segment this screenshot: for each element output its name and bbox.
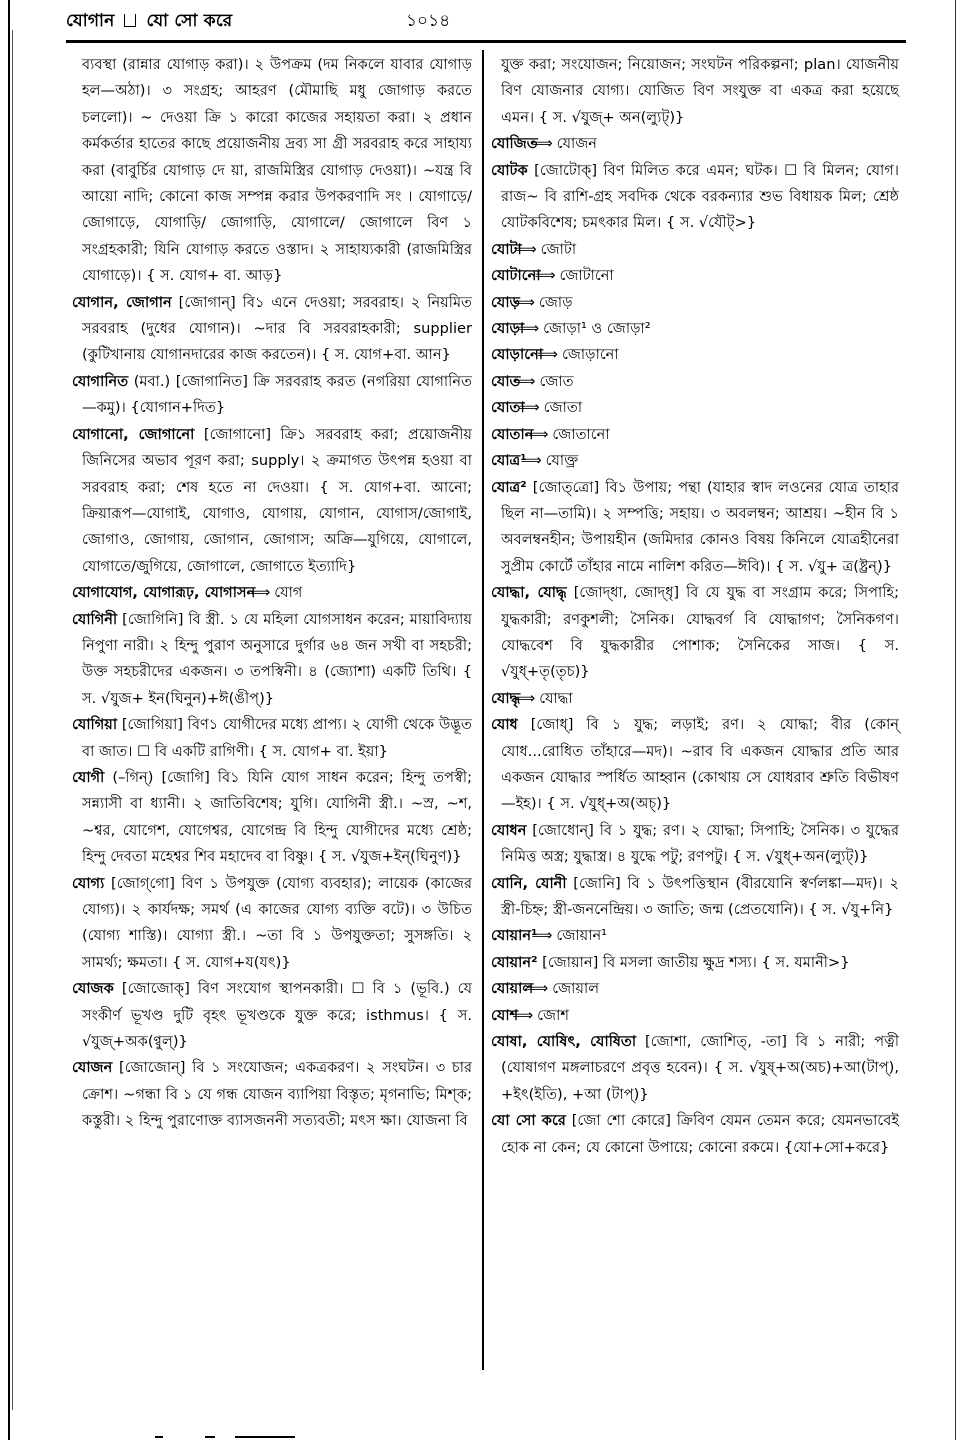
headword: যোধ	[491, 716, 518, 734]
double-arrow-icon: ⟹	[520, 452, 542, 470]
reference-target: যোগ	[274, 584, 303, 602]
headword: যোজক	[72, 980, 114, 998]
headword: যোটানো	[491, 267, 541, 285]
scan-footer-marks	[155, 1436, 355, 1440]
headword: যোধন	[491, 821, 527, 839]
entry-definition: [জোধোন্] বি ১ যুদ্ধ; রণ। ২ যোদ্ধা; সিপাহি; সৈনিক। ৩ যুদ্ধের নিমিত্ত অস্ত্র; যুদ্ধাস্ত্র। ৪ যুদ্ধে পটু; রণপটু। { স. √যুধ্+অন(ল্যুট্)}	[501, 821, 900, 866]
entry-definition: ব্যবস্থা (রান্নার যোগাড় করা)। ২ উপক্রম (দম নিকলে যাবার যোগাড় হল—অঠা)। ৩ সংগ্রহ; আহরণ (মৌমাছি মধু জোগাড় করতে চললো)। ~ দেওয়া ক্রি ১ কারো কাজের সহায়তা করা। ২ প্রধান কর্মকর্তার হাতের কাছে প্রয়োজনীয় দ্রব্য সা গ্রী সরবরাহ করে সাহায্য করা (বাবুর্চির যোগাড় দে য়া, রাজমিস্ত্রির যোগাড় দেওয়া)। ~যন্ত্র বি আয়ো নাদি; কোনো কাজ সম্পন্ন করার উপকরণাদি সং । যোগাড়ে/জোগাড়ে, যোগাড়ি/ জোগাড়ি, যোগালে/ জোগালে বিণ ১ সংগ্রহকারী; যিনি যোগাড় করতে ওস্তাদ। ২ সাহায্যকারী (রাজমিস্ত্রির যোগাড়ে)। { স. যোগ+ বা. আড়}	[82, 56, 472, 285]
headword: যোত্র²	[491, 478, 527, 496]
entry-definition: [জোগানো] ক্রি১ সরবরাহ করা; প্রয়োজনীয় জিনিসের অভাব পূরণ করা; supply। ২ ক্রমাগত উৎপন্ন হওয়া বা সরবরাহ করা; শেষ হতে না দেওয়া। { স. যোগ+বা. আনো; ক্রিয়ারূপ—যোগাই, যোগাও, যোগায়, যোগান, যোগাস/জোগাই, জোগাও, জোগায়, জোগান, জোগাস; অক্রি—যুগিয়ে, যোগালে, যোগাতে/জুগিয়ে, জোগালে, জোগাতে ইত্যাদি}	[82, 425, 472, 575]
headword: যোটা	[491, 240, 522, 258]
separator-box-icon	[124, 14, 136, 27]
cross-reference-entry	[491, 369, 899, 395]
reference-target: যোদ্ধা	[539, 689, 573, 707]
cross-reference-entry	[491, 686, 899, 712]
column-divider	[482, 50, 484, 1370]
headword: যোজন	[72, 1059, 113, 1077]
cross-reference-entry	[491, 395, 899, 421]
dictionary-entry	[491, 1108, 899, 1161]
headword: যোটক	[491, 161, 528, 179]
dictionary-entry	[491, 475, 899, 581]
dictionary-entry	[72, 871, 472, 977]
left-column	[72, 52, 472, 1135]
headword: যোড়া	[491, 320, 525, 338]
headword: যোত	[491, 372, 521, 390]
headword: যোদ্ধা, যোদ্ধৃ	[491, 584, 567, 602]
page-header	[66, 8, 906, 42]
reference-target: জোতা	[543, 399, 583, 417]
headword: যোতা	[491, 399, 525, 417]
dictionary-entry	[72, 976, 472, 1055]
double-arrow-icon: ⟹	[514, 689, 536, 707]
double-arrow-icon: ⟹	[513, 293, 535, 311]
reference-target: জোত	[539, 372, 574, 390]
headword: যোগানো, জোগানো	[72, 425, 195, 443]
entry-definition: [জোনি] বি ১ উৎপত্তিস্থান (বীরযোনি স্বর্ণলঙ্কা—মদ)। ২ স্ত্রী-চিহ্ন; স্ত্রী-জননেন্দ্রিয়। ৩ জাতি; জন্ম (প্রেতযোনি)। { স. √যু+নি}	[501, 874, 899, 918]
dictionary-entry	[491, 580, 899, 686]
reference-target: জোড়	[538, 293, 573, 311]
headword: যোয়ান¹	[491, 927, 538, 945]
entry-definition: [জোজোক্] বিণ সংযোগ স্থাপনকারী। ☐ বি ১ (ভূবি.) যে সংকীর্ণ ভূখণ্ড দুটি বৃহৎ ভূখণ্ডকে যুক্ত করে; isthmus। { স. √যুজ্+অক(ণ্বুল্)}	[82, 980, 473, 1051]
cross-reference-entry	[491, 448, 899, 474]
double-arrow-icon: ⟹	[527, 980, 549, 998]
entry-definition: [জো শো কোরে] ক্রিবিণ যেমন তেমন করে; যেমনভাবেই হোক না কেন; যে কোনো উপায়ে; কোনো রকমে। {যো+সো+করে}	[501, 1112, 899, 1156]
reference-target: জোটানো	[559, 267, 614, 285]
entry-continuation	[72, 52, 472, 290]
double-arrow-icon: ⟹	[512, 1006, 534, 1024]
double-arrow-icon: ⟹	[518, 399, 540, 417]
cross-reference-entry	[491, 422, 899, 448]
entry-definition: [জোত্‌ত্রো] বি১ উপায়; পন্থা (যাহার স্বাদ লওনের যোত্র তাহার ছিল না—তামি)। ২ সম্পত্তি; সহায়। ৩ অবলম্বন; আশ্রয়। ~হীন বি ১ অবলম্বনহীন; উপায়হীন (জমিদার কোনও বিষয় কিনিলে যোত্রহীনেরা সুপ্রীম কোর্টে তাঁহার নামে নালিশ করিত—ঈবি)। { স. √যু+ ত্র(ষ্ট্রন্)}	[501, 478, 899, 575]
reference-target: জোশ	[537, 1006, 569, 1024]
double-arrow-icon: ⟹	[249, 584, 271, 602]
reference-target: জোড়ানো	[561, 346, 619, 364]
dictionary-entry	[491, 1029, 899, 1108]
headword: যোগিনী	[72, 610, 118, 628]
right-column	[491, 52, 899, 1161]
entry-definition: [জোগিনি] বি স্ত্রী. ১ যে মহিলা যোগসাধন করেন; মায়াবিদ্যায় নিপুণা নারী। ২ হিন্দু পুরাণ অনুসারে দুর্গার ৬৪ জন সখী বা সহচরী; উক্ত সহচরীদের একজন। ৩ তপস্বিনী। ৪ (জ্যোশা) একটি তিথি। { স. √যুজ+ ইন(ঘিনুন)+ঈ(ঙীপ্)}	[82, 610, 472, 707]
cross-reference-entry	[72, 580, 472, 606]
dictionary-entry	[72, 422, 472, 580]
reference-target: জোড়া¹ ও জোড়া²	[543, 320, 651, 338]
dictionary-entry	[72, 290, 472, 369]
headword: যোদ্ধৃ	[491, 689, 521, 707]
headword: যোয়ান²	[491, 953, 538, 971]
double-arrow-icon: ⟹	[534, 267, 556, 285]
dictionary-entry	[491, 950, 899, 976]
guide-word-last: যো সো করে	[146, 11, 233, 31]
double-arrow-icon: ⟹	[518, 320, 540, 338]
dictionary-entry	[491, 871, 899, 924]
cross-reference-entry	[491, 923, 899, 949]
scan-edge-line	[8, 0, 10, 1440]
cross-reference-entry	[491, 263, 899, 289]
entry-definition: [জোয়ান] বি মসলা জাতীয় ক্ষুদ্র শস্য। { স. যমানী>}	[542, 953, 850, 971]
dictionary-entry	[491, 712, 899, 818]
headword: যোনি, যোনী	[491, 874, 567, 892]
reference-target: যোক্ত্র	[545, 452, 579, 470]
double-arrow-icon: ⟹	[514, 372, 536, 390]
headword: যোগাযোগ, যোগারূঢ়, যোগাসন	[72, 584, 256, 602]
cross-reference-entry	[491, 342, 899, 368]
headword: যোগানিত	[72, 372, 129, 390]
cross-reference-entry	[491, 1003, 899, 1029]
headword: যোগ্য	[72, 874, 105, 892]
headword: যোড়ানো	[491, 346, 544, 364]
scan-edge-line	[955, 0, 956, 1440]
scan-edge-line	[12, 30, 13, 1410]
headword: যোত্র¹	[491, 452, 527, 470]
entry-definition: (–গিন্) [জোগি] বি১ যিনি যোগ সাধন করেন; হিন্দু তপস্বী; সন্ন্যাসী বা ধ্যানী। ২ জাতিবিশেষ; যুগি। যোগিনী স্ত্রী.। ~স্র, ~শ, ~শ্বর, যোগেশ, যোগেশ্বর, যোগেন্দ্র বি হিন্দু যোগীদের মধ্যে শ্রেষ্ঠ; হিন্দু দেবতা মহেশ্বর শিব মহাদেব বা বিষ্ণু। { স. √যুজ+ইন্(ঘিনুণ)}	[82, 768, 472, 866]
page-number: ১০১৪	[406, 11, 451, 31]
cross-reference-entry	[491, 290, 899, 316]
headword: যোয়াল	[491, 980, 534, 998]
entry-definition: [জোজোন্] বি ১ সংযোজন; একত্রকরণ। ২ সংঘটন। ৩ চার ক্রোশ। ~গন্ধা বি ১ যে গন্ধ যোজন ব্যাপিয়া বিস্তৃত; মৃগনাভি; মিশ্‌ক; কস্তুরী। ২ হিন্দু পুরাণোক্ত ব্যাসজননী সত্যবতী; মৎস ক্ষা। যোজনা বি	[82, 1059, 473, 1130]
headword: যো সো করে	[491, 1112, 566, 1130]
dictionary-entry	[491, 158, 899, 237]
entry-definition: [জোদ্‌ধা, জোদ্‌ধৃ] বি যে যুদ্ধ বা সংগ্রাম করে; সিপাহি; যুদ্ধকারী; রণকুশলী; সৈনিক। যোদ্ধবর্গ বি যোদ্ধাগণ; সৈনিকগণ। যোদ্ধবেশ বি যুদ্ধকারীর পোশাক; সৈনিকের সাজ। { স. √যুধ্+তৃ(তৃচ)}	[501, 584, 900, 681]
headword: যোতান	[491, 425, 534, 443]
dictionary-entry	[491, 818, 899, 871]
cross-reference-entry	[491, 237, 899, 263]
entry-definition: (মবা.) [জোগানিত] ক্রি সরবরাহ করত (নগরিয়া যোগানিত—কমু)। {যোগান+দিত}	[82, 372, 472, 417]
guide-words	[66, 8, 232, 36]
reference-target: জোতানো	[552, 425, 610, 443]
reference-target: জোয়াল	[552, 980, 600, 998]
reference-target: যোজন	[556, 135, 597, 153]
dictionary-entry	[72, 712, 472, 765]
reference-target: জোটা	[540, 240, 577, 258]
headword: যোড়	[491, 293, 520, 311]
dictionary-entry	[72, 369, 472, 422]
entry-definition: যুক্ত করা; সংযোজন; নিয়োজন; সংঘটন পরিকল্পনা; plan। যোজনীয় বিণ যোজনার যোগ্য। যোজিত বিণ সংযুক্ত বা একত্র করা হয়েছে এমন। { স. √যুজ্+ অন(ল্যুট্)}	[501, 56, 899, 126]
double-arrow-icon: ⟹	[531, 135, 553, 153]
double-arrow-icon: ⟹	[515, 240, 537, 258]
headword: যোষা, যোষিৎ, যোষিতা	[491, 1033, 637, 1051]
headword: যোগিয়া	[72, 716, 118, 734]
entry-definition: [জোগ্‌গো] বিণ ১ উপযুক্ত (যোগ্য ব্যবহার); লায়েক (কাজের যোগ্য)। ২ কার্যদক্ষ; সমর্থ (এ কাজের যোগ্য ব্যক্তি বটে)। ৩ উচিত (যোগ্য শাস্তি)। যোগ্যা স্ত্রী.। ~তা বি ১ উপযুক্ততা; সুসঙ্গতি। ২ সামর্থ্য; ক্ষমতা। { স. যোগ+য(যৎ)}	[82, 874, 472, 971]
dictionary-entry	[72, 765, 472, 871]
double-arrow-icon: ⟹	[537, 346, 558, 364]
guide-word-first: যোগান	[66, 11, 115, 31]
cross-reference-entry	[491, 976, 899, 1002]
cross-reference-entry	[491, 131, 899, 157]
entry-definition: [জোশা, জোশিত্, -তা] বি ১ নারী; পত্নী (যোষাগণ মঙ্গলাচরণে প্রবৃত্ত হবেন)। { স. √যুষ্+অ(অচ)+আ(টাপ্), +ইৎ(ইতি), +আ (টাপ্)}	[501, 1033, 899, 1103]
headword: যোগান, জোগান	[72, 293, 172, 311]
dictionary-entry	[72, 1055, 472, 1134]
dictionary-entry	[72, 607, 472, 713]
double-arrow-icon: ⟹	[527, 425, 549, 443]
entry-continuation	[491, 52, 899, 131]
entry-definition: [জোগান্] বি১ এনে দেওয়া; সরবরাহ। ২ নিয়মিত সরবরাহ (দুধের যোগান)। ~দার বি সরবরাহকারী; supplier (কুটিখানায় যোগানদারের কাজ করতেন)। { স. যোগ+বা. আন}	[82, 293, 472, 364]
headword: যোশ	[491, 1006, 519, 1024]
entry-definition: [জোধ্] বি ১ যুদ্ধ; লড়াই; রণ। ২ যোদ্ধা; বীর (কোন্ যোধ...রোধিত তাঁহারে—মদ)। ~রাব বি একজন যোদ্ধার প্রতি আর একজন যোদ্ধার স্পর্ধিত আহ্বান (কোথায় সে যোধরাব শ্রুতি বিভীষণ—ইহ)। { স. √যুধ্+অ(অচ্)}	[501, 716, 900, 813]
headword: যোগী	[72, 768, 105, 786]
entry-definition: [জোগিয়া] বিণ১ যোগীদের মধ্যে প্রাপ্য। ২ যোগী থেকে উদ্ভূত বা জাত। ☐ বি একটি রাগিণী। { স. যোগ+ বা. ইয়া}	[82, 716, 473, 760]
header-rule	[66, 40, 906, 43]
double-arrow-icon: ⟹	[531, 927, 553, 945]
headword: যোজিত	[491, 135, 538, 153]
entry-definition: [জোটোক্] বিণ মিলিত করে এমন; ঘটক। ☐ বি মিলন; যোগ। রাজ~ বি রাশি-গ্রহ সবদিক থেকে বরকন্যার শুভ বিধায়ক মিল; শ্রেষ্ঠ যোটকবিশেষ; চমৎকার মিল। { স. √যৌট্>}	[501, 161, 899, 232]
cross-reference-entry	[491, 316, 899, 342]
reference-target: জোয়ান¹	[556, 927, 608, 945]
